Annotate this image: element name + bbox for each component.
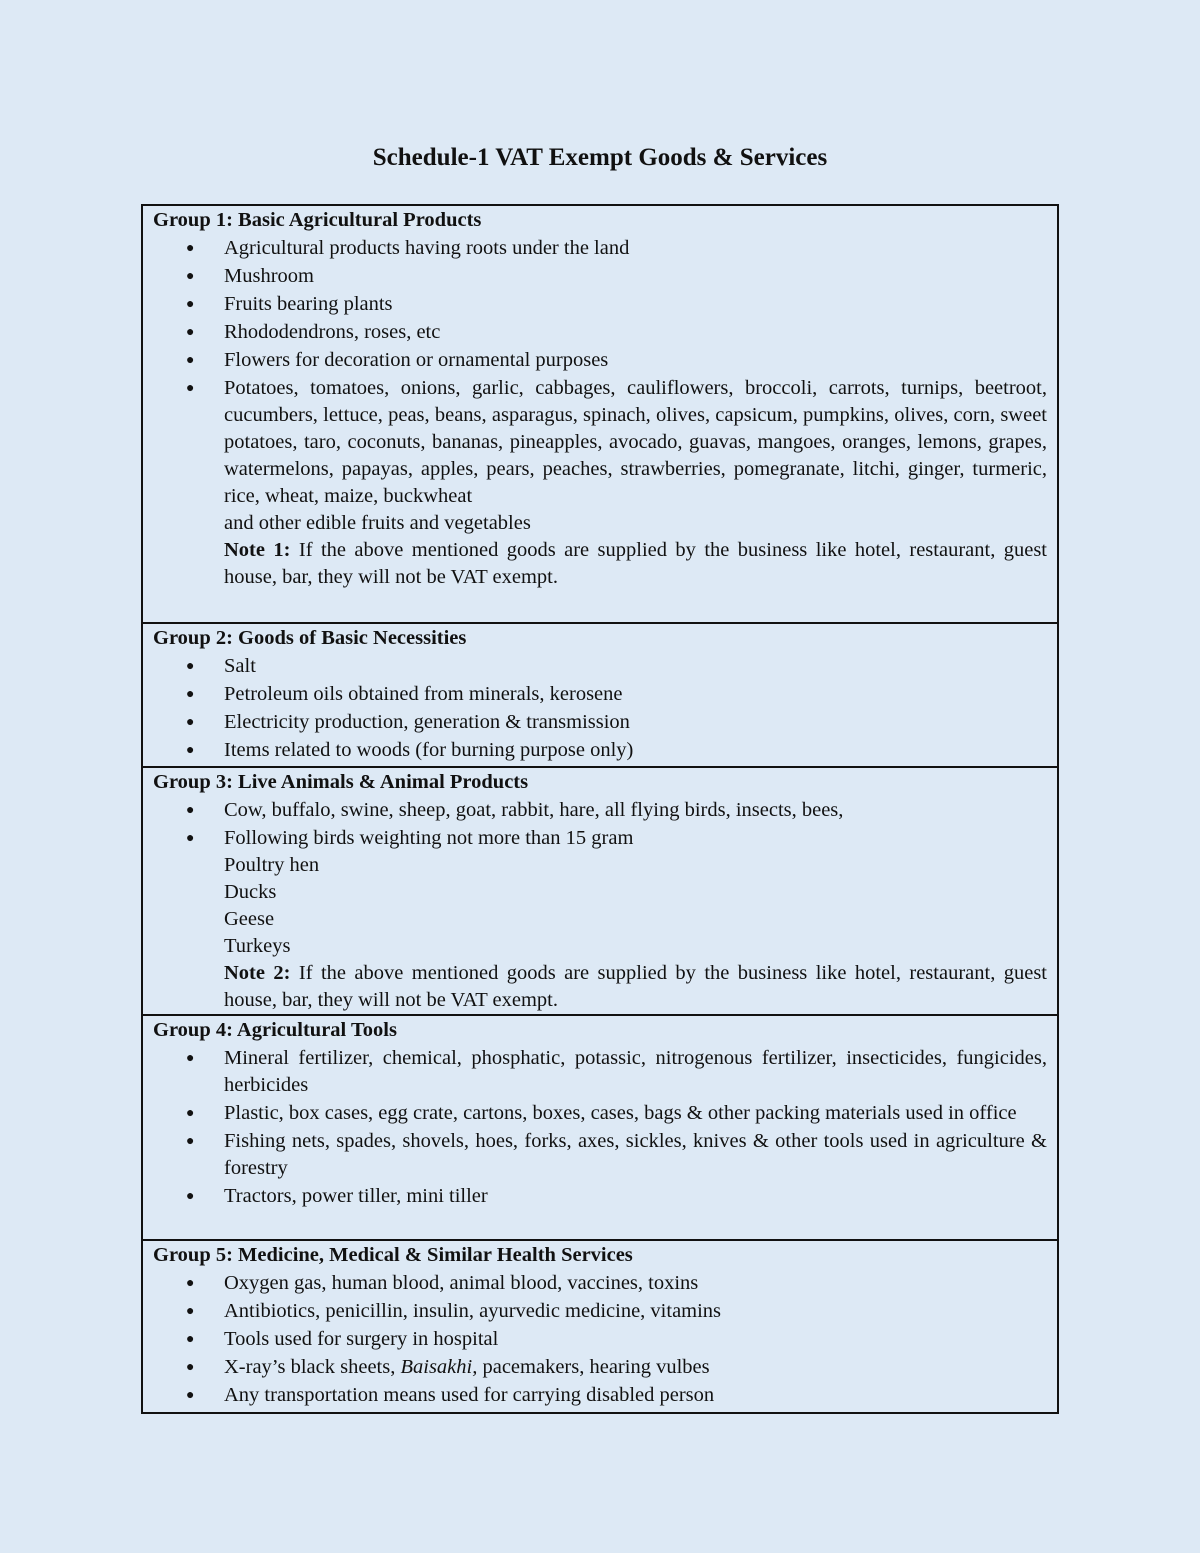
bullet-icon: ● <box>186 803 195 818</box>
bullet-icon: ● <box>186 1134 195 1149</box>
group-3 <box>143 766 1057 1014</box>
group-heading: Group 5: Medicine, Medical & Similar Health Services <box>153 1244 633 1266</box>
list-item: ● Items related to woods (for burning purpose only) <box>153 736 1047 764</box>
list-item: ● Salt <box>153 652 1047 680</box>
bullet-icon: ● <box>186 1332 195 1347</box>
note-text: If the above mentioned goods are supplied by the business like hotel, restaurant, guest house, bar, they will not be VAT exempt. <box>224 962 1048 1011</box>
schedule-table <box>141 204 1059 1414</box>
sub-item: Poultry hen <box>224 854 320 876</box>
list-item: ● Mineral fertilizer, chemical, phosphatic, potassic, nitrogenous fertilizer, insecticides, fungicides, herbicides <box>186 1047 1047 1096</box>
bullet-icon: ● <box>186 325 195 340</box>
list-item: ● Following birds weighting not more than 15 gram <box>153 824 1047 852</box>
group-heading: Group 2: Goods of Basic Necessities <box>153 627 467 649</box>
note <box>153 960 1047 1014</box>
list-item: ● Agricultural products having roots under the land <box>153 234 1047 262</box>
sub-item: Geese <box>224 908 275 930</box>
list-item: ● Mushroom <box>153 262 1047 290</box>
note <box>153 537 1047 591</box>
bullet-icon: ● <box>186 381 195 396</box>
bullet-icon: ● <box>186 353 195 368</box>
sub-item: Ducks <box>224 881 277 903</box>
list-item: ● Plastic, box cases, egg crate, cartons, boxes, cases, bags & other packing materials used in office <box>153 1099 1047 1127</box>
group-heading: Group 1: Basic Agricultural Products <box>153 209 482 231</box>
list-item: ● Any transportation means used for carrying disabled person <box>153 1381 1047 1409</box>
list-item: ● Fishing nets, spades, shovels, hoes, forks, axes, sickles, knives & other tools used in agriculture & forestry <box>186 1130 1047 1179</box>
list-item: ● Tractors, power tiller, mini tiller <box>153 1182 1047 1210</box>
list-item: ● X-ray’s black sheets, Baisakhi, pacemakers, hearing vulbes <box>153 1353 1047 1381</box>
bullet-icon: ● <box>186 1106 195 1121</box>
note-label: Note 1: <box>224 539 291 561</box>
group-heading: Group 4: Agricultural Tools <box>153 1019 397 1041</box>
bullet-icon: ● <box>186 1189 195 1204</box>
group-4 <box>143 1014 1057 1239</box>
list-item: ● Rhododendrons, roses, etc <box>153 318 1047 346</box>
bullet-icon: ● <box>186 1360 195 1375</box>
page-title: Schedule-1 VAT Exempt Goods & Services <box>372 144 828 171</box>
bullet-icon: ● <box>186 659 195 674</box>
bullet-icon: ● <box>186 1388 195 1403</box>
list-item: ● Antibiotics, penicillin, insulin, ayurvedic medicine, vitamins <box>153 1297 1047 1325</box>
bullet-icon: ● <box>186 687 195 702</box>
list-item: ● Fruits bearing plants <box>153 290 1047 318</box>
bullet-icon: ● <box>186 297 195 312</box>
list-item: ● Oxygen gas, human blood, animal blood, vaccines, toxins <box>153 1269 1047 1297</box>
list-item: ● Petroleum oils obtained from minerals, kerosene <box>153 680 1047 708</box>
list-item: ● Electricity production, generation & transmission <box>153 708 1047 736</box>
sub-item: Turkeys <box>224 935 291 957</box>
bullet-icon: ● <box>186 1304 195 1319</box>
list-item: ● Potatoes, tomatoes, onions, garlic, cabbages, cauliflowers, broccoli, carrots, turnips, beetroot, cucumbers, lettuce, peas, beans, asparagus, spinach, olives, capsicum, pumpkins, olives, corn, sweet potatoes, taro, coconuts, bananas, pineapples, avocado, guavas, mangoes, oranges, lemons, grapes, watermelons, papayas, apples, pears, peaches, strawberries, pomegranate, litchi, ginger, turmeric, rice, wheat, maize, buckwheat <box>186 377 1047 507</box>
note-label: Note 2: <box>224 962 291 984</box>
list-continuation: and other edible fruits and vegetables <box>224 512 531 534</box>
list-item: ● Cow, buffalo, swine, sheep, goat, rabbit, hare, all flying birds, insects, bees, <box>153 796 1047 824</box>
bullet-icon: ● <box>186 269 195 284</box>
list-item: ● Tools used for surgery in hospital <box>153 1325 1047 1353</box>
note-text: If the above mentioned goods are supplied by the business like hotel, restaurant, guest house, bar, they will not be VAT exempt. <box>224 539 1048 588</box>
bullet-icon: ● <box>186 831 195 846</box>
bullet-icon: ● <box>186 241 195 256</box>
bullet-icon: ● <box>186 1276 195 1291</box>
italic-term: Baisakhi, <box>400 1356 478 1378</box>
group-2 <box>143 622 1057 766</box>
group-1 <box>143 206 1057 622</box>
group-5 <box>143 1239 1057 1412</box>
bullet-icon: ● <box>186 743 195 758</box>
bullet-icon: ● <box>186 1051 195 1066</box>
group-heading: Group 3: Live Animals & Animal Products <box>153 771 529 793</box>
list-item: ● Flowers for decoration or ornamental purposes <box>153 346 1047 374</box>
bullet-icon: ● <box>186 715 195 730</box>
